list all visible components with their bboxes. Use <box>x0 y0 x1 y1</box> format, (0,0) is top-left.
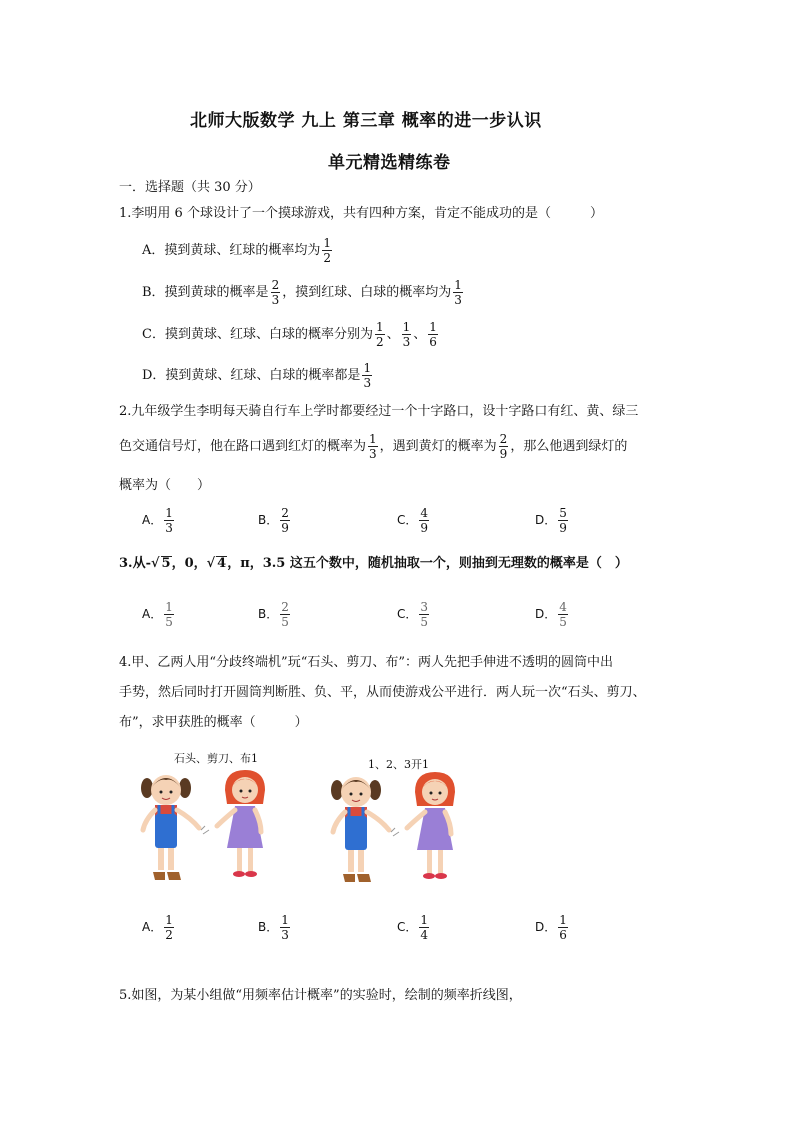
option-fraction: $\frac{1}{2}$ <box>165 913 173 942</box>
option-label: A． <box>142 920 163 934</box>
option-fraction: $\frac{1}{4}$ <box>420 913 429 942</box>
q4-line3: 布”，求甲获胜的概率（ ） <box>119 715 308 730</box>
q2-line2b: ，遇到黄灯的概率为 <box>379 439 497 454</box>
option-label: C． <box>397 920 418 934</box>
q2-line2 <box>119 432 627 461</box>
q3-mid2: ，π，3.5 这五个数中，随机抽取一个，则抽到无理数的概率是（ ） <box>227 556 628 571</box>
option-fraction: $\frac{1}{3}$ <box>281 913 289 942</box>
option-label: D． <box>535 607 557 621</box>
q4-option-c <box>397 913 431 942</box>
q3-option-b <box>258 600 292 629</box>
q2-line3: 概率为（ ） <box>119 478 211 493</box>
q2-frac-red: $\frac{1}{3}$ <box>369 432 377 461</box>
option-fraction: $\frac{4}{5}$ <box>559 600 567 629</box>
figure-caption-2: 1、2、3开1 <box>368 758 429 771</box>
q1-option-d <box>142 361 374 390</box>
option-label: B． <box>258 513 279 527</box>
sqrt-symbol-icon: √ <box>150 556 160 571</box>
q1-option-c-text: C．摸到黄球、红球、白球的概率分别为 <box>142 327 373 342</box>
option-label: D． <box>535 513 557 527</box>
option-label: A． <box>142 607 163 621</box>
q1-option-c-frac3: $\frac{1}{6}$ <box>429 320 437 349</box>
q3-option-c <box>397 600 431 629</box>
option-fraction: $\frac{2}{9}$ <box>281 506 289 535</box>
q1-option-a <box>142 236 334 265</box>
option-fraction: $\frac{1}{6}$ <box>559 913 567 942</box>
q2-line2c: ，那么他遇到绿灯的 <box>510 439 628 454</box>
q3-option-a <box>142 600 176 629</box>
page-title: 北师大版数学 九上 第三章 概率的进一步认识 <box>190 111 542 131</box>
q2-line1: 2.九年级学生李明每天骑自行车上学时都要经过一个十字路口，设十字路口有红、黄、绿三 <box>119 404 639 419</box>
q2-frac-yellow: $\frac{2}{9}$ <box>499 432 508 461</box>
q1-option-b-frac1: $\frac{2}{3}$ <box>271 278 280 307</box>
q4-option-b <box>258 913 292 942</box>
q1-option-c-frac2: $\frac{1}{3}$ <box>402 320 411 349</box>
option-label: A． <box>142 513 163 527</box>
q1-option-c <box>142 320 440 349</box>
option-fraction: $\frac{1}{3}$ <box>165 506 173 535</box>
q3-pre: 3.从- <box>119 556 151 571</box>
page-subtitle: 单元精选精练卷 <box>328 153 451 173</box>
q1-option-c-sep1: 、 <box>386 327 400 342</box>
q4-line1: 4.甲、乙两人用“分歧终端机”玩“石头、剪刀、布”：两人先把手伸进不透明的圆筒中出 <box>119 655 613 670</box>
q5-line1: 5.如图，为某小组做“用频率估计概率”的实验时，绘制的频率折线图， <box>119 988 522 1003</box>
q1-option-a-frac: $\frac{1}{2}$ <box>323 236 332 265</box>
option-fraction: $\frac{1}{5}$ <box>165 600 173 629</box>
q2-line2a: 色交通信号灯，他在路口遇到红灯的概率为 <box>119 439 367 454</box>
option-label: C． <box>397 513 418 527</box>
q1-option-b <box>142 278 465 307</box>
q3-mid1: ，0， <box>171 556 207 571</box>
q4-option-d <box>535 913 570 942</box>
option-fraction: $\frac{2}{5}$ <box>281 600 289 629</box>
section-heading: 一．选择题（共 30 分） <box>119 180 261 195</box>
option-fraction: $\frac{4}{9}$ <box>420 506 429 535</box>
q2-option-c <box>397 506 431 535</box>
q4-line2: 手势，然后同时打开圆筒判断胜、负、平，从而使游戏公平进行．两人玩一次“石头、剪刀、 <box>119 685 646 700</box>
q1-option-b-text1: B．摸到黄球的概率是 <box>142 285 269 300</box>
q1-option-d-text: D．摸到黄球、红球、白球的概率都是 <box>142 368 361 383</box>
figure-caption-1: 石头、剪刀、布1 <box>174 752 258 765</box>
q2-option-d <box>535 506 570 535</box>
q3-radicand-1: 5 <box>161 556 171 571</box>
option-label: C． <box>397 607 418 621</box>
q3-radicand-2: 4 <box>217 556 227 571</box>
q1-option-a-text: A．摸到黄球、红球的概率均为 <box>142 243 321 258</box>
sqrt-symbol-icon: √ <box>206 556 216 571</box>
q1-option-b-frac2: $\frac{1}{3}$ <box>454 278 462 307</box>
q3-stem <box>119 554 628 574</box>
q2-option-b <box>258 506 292 535</box>
q1-option-d-frac: $\frac{1}{3}$ <box>363 361 372 390</box>
option-fraction: $\frac{5}{9}$ <box>559 506 567 535</box>
q3-option-d <box>535 600 570 629</box>
q2-option-a <box>142 506 176 535</box>
option-label: B． <box>258 920 279 934</box>
q1-option-c-sep2: 、 <box>413 327 427 342</box>
option-label: D． <box>535 920 557 934</box>
q4-option-a <box>142 913 176 942</box>
q1-option-c-frac1: $\frac{1}{2}$ <box>375 320 384 349</box>
option-fraction: $\frac{3}{5}$ <box>420 600 429 629</box>
option-label: B． <box>258 607 279 621</box>
rock-paper-scissors-illustration <box>125 762 465 892</box>
q1-stem: 1.李明用 6 个球设计了一个摸球游戏，共有四种方案，肯定不能成功的是（ ） <box>119 206 603 221</box>
q1-option-b-text2: ，摸到红球、白球的概率均为 <box>282 285 452 300</box>
